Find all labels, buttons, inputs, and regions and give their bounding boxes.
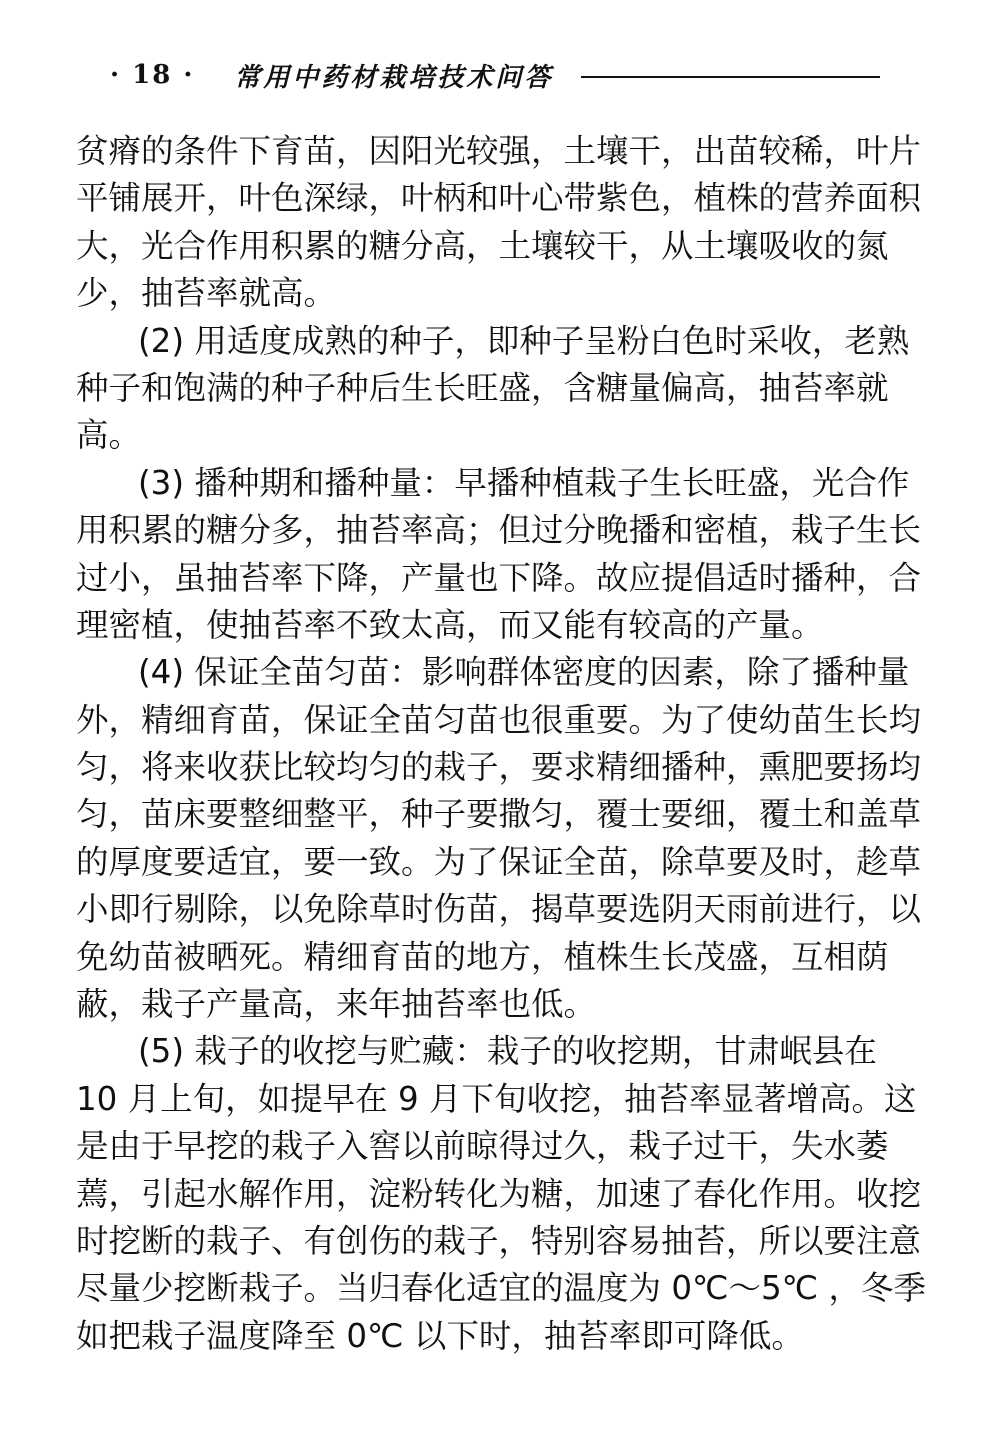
text-line: 贫瘠的条件下育苗，因阳光较强，土壤干，出苗较稀，叶片 (76, 132, 922, 170)
text-line: 少，抽苔率就高。 (76, 274, 337, 313)
paragraph-5-start: (5) 栽子的收挖与贮藏：栽子的收挖期，甘肃岷县在 (138, 1032, 877, 1071)
text-line: 蔽，栽子产量高，来年抽苔率也低。 (76, 985, 597, 1024)
paragraph-2-start: (2) 用适度成熟的种子，即种子呈粉白色时采收，老熟 (138, 321, 910, 360)
page-number: · 18 · (110, 60, 195, 90)
running-title: 常用中药材栽培技术问答 (234, 62, 554, 93)
text-line: 大，光合作用积累的糖分高，土壤较干，从土壤吸收的氮 (76, 226, 889, 265)
text-line: 理密植，使抽苔率不致太高，而又能有较高的产量。 (76, 605, 824, 644)
text-line: 匀，苗床要整细整平，种子要撒匀，覆士要细，覆土和盖草 (76, 795, 922, 834)
text-line: 高。 (76, 416, 142, 455)
text-line: 时挖断的栽子、有创伤的栽子，特别容易抽苔，所以要注意 (76, 1221, 922, 1260)
page-header (110, 55, 880, 95)
text-line: 如把栽子温度降至 0℃ 以下时，抽苔率即可降低。 (76, 1316, 804, 1355)
text-line: 平铺展开，叶色深绿，叶柄和叶心带紫色，植株的营养面积 (76, 179, 922, 218)
text-line: 用积累的糖分多，抽苔率高；但过分晚播和密植，栽子生长 (76, 511, 922, 550)
body-text (76, 128, 927, 1360)
paragraph-4-start: (4) 保证全苗匀苗：影响群体密度的因素，除了播种量 (138, 653, 910, 692)
text-line: 是由于早挖的栽子入窖以前晾得过久，栽子过干，失水萎 (76, 1127, 889, 1166)
text-line: 匀，将来收获比较均匀的栽子，要求精细播种，熏肥要扬均 (76, 748, 922, 787)
text-line: 10 月上旬，如提早在 9 月下旬收挖，抽苔率显著增高。这 (76, 1079, 917, 1118)
text-line: 外，精细育苗，保证全苗匀苗也很重要。为了使幼苗生长均 (76, 700, 922, 739)
text-line: 尽量少挖断栽子。当归春化适宜的温度为 0℃～5℃ ，冬季 (76, 1269, 927, 1308)
text-line: 小即行剔除，以免除草时伤苗，揭草要选阴天雨前进行，以 (76, 890, 922, 929)
paragraph-3-start: (3) 播种期和播种量：早播种植栽子生长旺盛，光合作 (138, 463, 910, 502)
header-rule (581, 76, 880, 78)
text-line: 的厚度要适宜，要一致。为了保证全苗，除草要及时，趁草 (76, 842, 922, 881)
text-line: 蔫，引起水解作用，淀粉转化为糖，加速了春化作用。收挖 (76, 1174, 922, 1213)
text-line: 种子和饱满的种子种后生长旺盛，含糖量偏高，抽苔率就 (76, 368, 889, 407)
text-line: 过小，虽抽苔率下降，产量也下降。故应提倡适时播种，合 (76, 558, 922, 597)
text-line: 免幼苗被晒死。精细育苗的地方，植株生长茂盛，互相荫 (76, 937, 889, 976)
